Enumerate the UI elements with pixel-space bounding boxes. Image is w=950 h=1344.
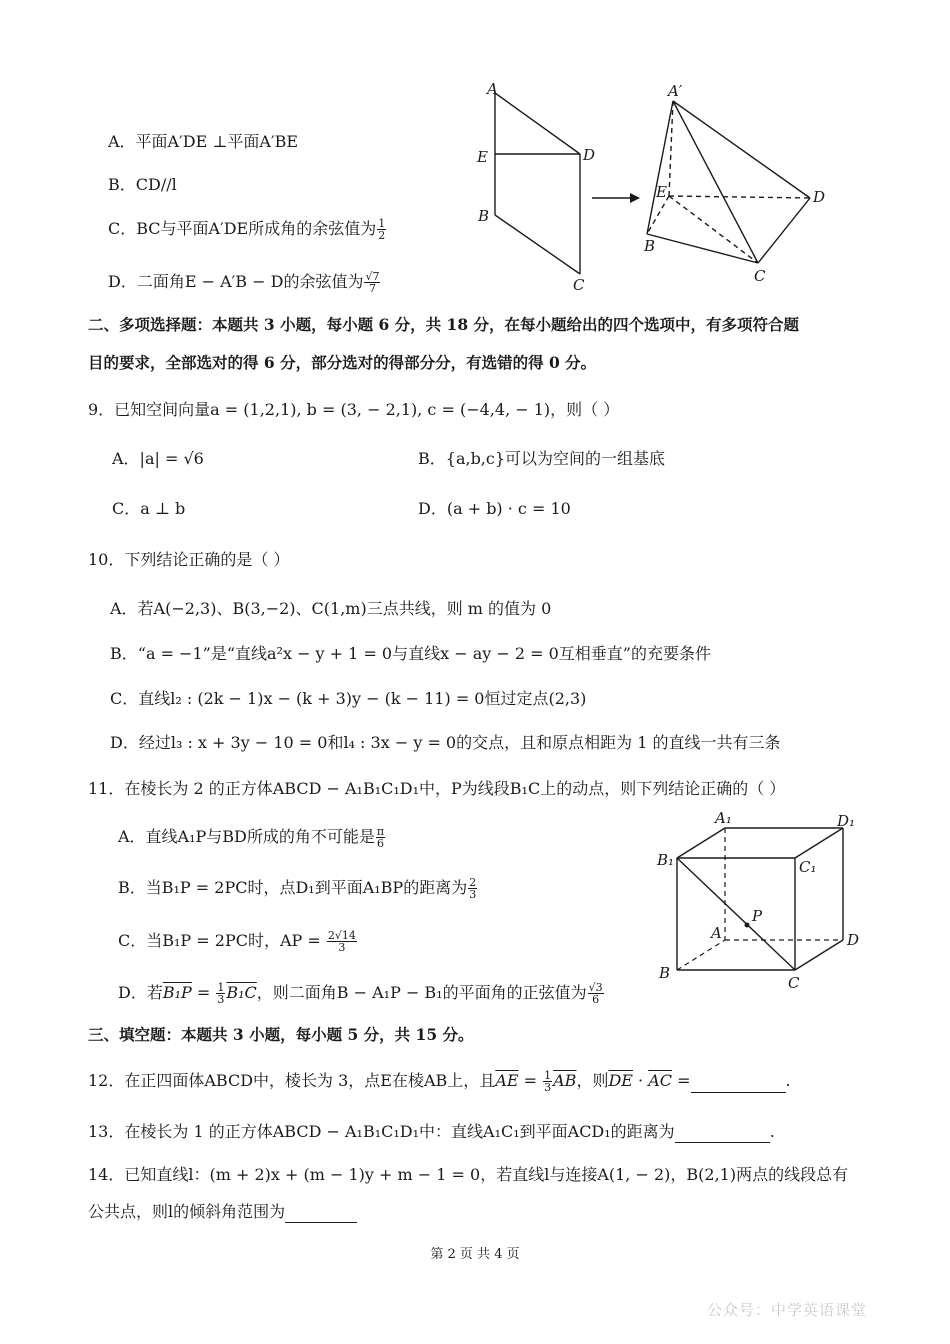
fold-label-E2: E [656,183,667,201]
q11-option-a-fraction: $\frac{\pi}{6}$ [376,825,385,850]
fold-figure [470,78,840,293]
section-2-heading-line2: 目的要求，全部选对的得 6 分，部分选对的得部分分，有选错的得 0 分。 [88,353,597,372]
q13-answer-blank[interactable] [675,1126,770,1143]
q12-vector-ac: $\overline{AC}$ [648,1071,673,1090]
cube-point-P [745,923,750,928]
q10-option-a: A．若A(−2,3)、B(3,−2)、C(1,m)三点共线，则 m 的值为 0 [110,599,552,618]
cube-label-C: C [788,974,800,992]
q11-vector-b1c: B₁C [226,983,257,1002]
q14-line2-text: 公共点，则l的倾斜角范围为 [88,1202,286,1221]
q8-option-c-fraction: $\frac{1}{2}$ [378,217,386,242]
q14-line2 [88,1201,357,1223]
q12-answer-blank[interactable] [691,1076,786,1093]
q11-option-c-fraction: $\frac{2√14}{3}$ [327,929,356,954]
q10-option-b: B．“a = −1”是“直线a²x − y + 1 = 0与直线x − ay − 2 = 0互相垂直”的充要条件 [110,644,711,663]
q11-vector-b1p: B₁P [162,983,192,1002]
q11-option-d-fraction2: $\frac{√3}{6}$ [588,981,603,1006]
page-footer: 第 2 页 共 4 页 [430,1247,520,1262]
q13: 13．在棱长为 1 的正方体ABCD − A₁B₁C₁D₁中：直线A₁C₁到平面ACD₁的距离为 . [88,1122,775,1141]
cube-label-D: D [847,931,860,949]
q11-option-b-fraction: $\frac{2}{3}$ [469,876,477,901]
cube-label-P: P [752,907,763,925]
fold-label-D: D [583,146,596,164]
q10-option-c: C．直线l₂ : (2k − 1)x − (k + 3)y − (k − 11) = 0恒过定点(2,3) [110,689,587,708]
fold-label-A-prime: A′ [668,82,683,100]
q13-text: 13．在棱长为 1 的正方体ABCD − A₁B₁C₁D₁中：直线A₁C₁到平面ACD₁的距离为 [88,1122,675,1141]
cube-label-B: B [659,964,671,982]
fold-label-A: A [487,80,498,98]
cube-figure [655,808,870,998]
q11-option-b [118,877,478,900]
q10-stem: 10．下列结论正确的是（ ） [88,550,290,569]
q8-option-b: B．CD//l [108,175,177,194]
cube-label-B1: B₁ [657,851,675,869]
q12-vector-ab: $\overline{AB}$ [553,1071,577,1090]
watermark: 公众号：中学英语课堂 [707,1301,868,1319]
cube-label-A: A [711,924,722,942]
fold-label-D2: D [813,188,826,206]
q11-option-c-text: C．当B₁P = 2PC时，AP = [118,931,321,950]
q9-stem: 9．已知空间向量a = (1,2,1), b = (3, − 2,1), c = (−4,4, − 1)，则（ ） [88,400,620,419]
q8-option-d-fraction: $\frac{√7}{7}$ [365,270,380,295]
q14-answer-blank[interactable] [285,1206,357,1223]
q12-fraction: $\frac{1}{3}$ [544,1069,552,1094]
q8-option-a: A．平面A′DE ⊥平面A′BE [108,132,299,151]
q11-option-c [118,930,358,953]
q9-option-a: A．|a| = √6 [112,449,204,468]
q12-vector-ae: $\overline{AE}$ [495,1071,519,1090]
q9-option-c: C．a ⊥ b [112,499,186,518]
q8-option-c [108,218,387,241]
q11-option-a-text: A．直线A₁P与BD所成的角不可能是 [118,827,375,846]
q12-pre: 12．在正四面体ABCD中，棱长为 3，点E在棱AB上，且 [88,1071,496,1090]
fold-label-C: C [573,276,585,293]
q11-stem: 11．在棱长为 2 的正方体ABCD − A₁B₁C₁D₁中，P为线段B₁C上的动点，则下列结论正确的（ ） [88,779,786,798]
q8-option-d [108,271,381,294]
fold-figure-left [495,93,580,274]
fold-label-E: E [477,148,488,166]
q14-line1: 14．已知直线l：(m + 2)x + (m − 1)y + m − 1 = 0，若直线l与连接A(1, − 2)，B(2,1)两点的线段总有 [88,1165,849,1184]
fold-label-B2: B [644,237,656,255]
cube-label-A1: A₁ [715,809,732,827]
q11-option-a [118,826,386,849]
section-2-heading-line1: 二、多项选择题：本题共 3 小题，每小题 6 分，共 18 分，在每小题给出的四个选项中，有多项符合题 [88,315,800,334]
fold-arrow [592,193,640,203]
q10-option-d: D．经过l₃ : x + 3y − 10 = 0和l₄ : 3x − y = 0的交点，且和原点相距为 1 的直线一共有三条 [110,733,781,752]
q9-option-b: B．{a,b,c}可以为空间的一组基底 [418,449,666,468]
fold-label-C2: C [754,267,766,285]
q11-option-d-fraction1: $\frac{1}{3}$ [217,981,225,1006]
fold-figure-right [647,101,810,263]
q11-option-d-mid: ，则二面角B − A₁P − B₁的平面角的正弦值为 [256,983,587,1002]
cube-label-C1: C₁ [799,858,817,876]
section-3-heading: 三、填空题：本题共 3 小题，每小题 5 分，共 15 分。 [88,1025,474,1044]
q11-option-b-text: B．当B₁P = 2PC时，点D₁到平面A₁BP的距离为 [118,878,468,897]
q11-option-d: D．若B₁P = $\frac{1}{3}$ B₁C，则二面角B − A₁P − B₁的平面角的正弦值为 $\frac{√3}{6}$ [118,981,603,1006]
q8-option-c-text: C．BC与平面A′DE所成角的余弦值为 [108,219,377,238]
fold-label-B: B [478,207,490,225]
cube-label-D1: D₁ [837,812,856,830]
q11-option-d-pre: D．若 [118,983,163,1002]
q8-option-d-text: D．二面角E − A′B − D的余弦值为 [108,272,364,291]
q12-vector-de: $\overline{DE}$ [608,1071,633,1090]
q12-mid: ，则 [576,1071,609,1090]
q9-option-d: D．(a + b) · c = 10 [418,499,571,518]
q12: 12．在正四面体ABCD中，棱长为 3，点E在棱AB上，且$\overline{AE}$ = $\frac{1}{3}$ $\overline{AB}$，则$\overline{DE} \cdot \overline{AC}$ = . [88,1069,791,1094]
